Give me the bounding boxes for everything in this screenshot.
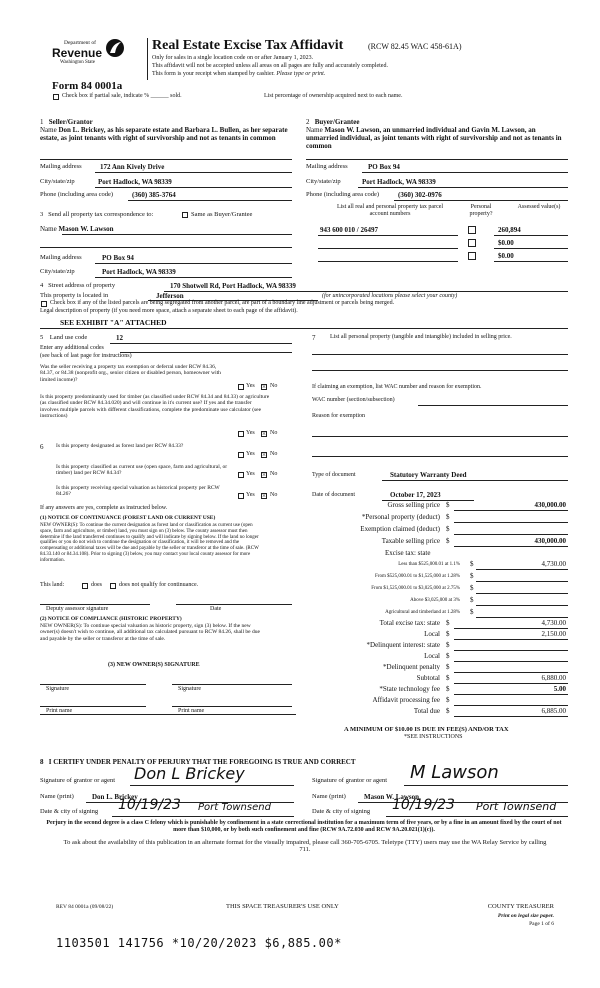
header-note-1: Only for sales in a single location code on or after January 1, 2023. — [152, 55, 314, 61]
see-instructions: *SEE INSTRUCTIONS — [404, 734, 463, 740]
q-historic-no-checkbox[interactable]: × — [262, 492, 266, 500]
land-does-label: does — [91, 582, 102, 588]
local-value: 2,150.00 — [541, 630, 566, 638]
treasurer-use-label: THIS SPACE TREASURER'S USE ONLY — [226, 903, 339, 910]
grantee-city: Port Townsend — [476, 800, 557, 813]
taxable-label: Taxable selling price — [381, 537, 440, 545]
section3-mailing-label: Mailing address — [40, 254, 82, 261]
taxable-value: 430,000.00 — [534, 537, 566, 545]
buyer-phone-label: Phone (including area code) — [306, 191, 380, 198]
street-address: 170 Shotwell Rd, Port Hadlock, WA 98339 — [170, 282, 296, 290]
perjury-notice: Perjury in the second degree is a class C felony which is punishable by confinement in a state correctional institution for a maximum term of five years, or by a fine in an amount fixed by the court of not more than $10,000, or by both such confinement and fine (RCW 9A.72.030 and RCW 9A.20.021(1)(c)). — [46, 820, 562, 833]
delinquent-penalty-label: *Delinquent penalty — [383, 663, 440, 671]
seller-name: Name Don L. Brickey, as his separate estate and Barbara L. Bullen, as her separate estate, as joint tenants with right of survivorship and not as tenants in common — [40, 126, 288, 143]
yes-label: Yes — [246, 492, 255, 498]
legal-desc-label: Legal description of property (if you need more space, attach a separate sheet to each page of the affidavit). — [40, 308, 298, 314]
grantee-name: Mason W. Lawson — [364, 793, 420, 801]
grantor-name: Don L. Brickey — [92, 793, 138, 801]
seller-mailing: 172 Ann Kively Drive — [100, 163, 165, 171]
dollar-sign: $ — [446, 501, 450, 509]
q-forest: Is this property designated as forest land per RCW 84.33? — [56, 443, 184, 449]
assessed-value-1: 260,894 — [498, 226, 521, 234]
land-use-code: 12 — [116, 334, 123, 342]
no-label: No — [270, 492, 278, 498]
ownership-note: List percentage of ownership acquired next to each name. — [264, 93, 403, 99]
county-value: Jefferson — [156, 292, 184, 300]
section3-label: 3 Send all property tax correspondence to: — [40, 211, 154, 218]
dollar-sign: $ — [446, 537, 450, 545]
cashier-receipt-stamp: 1103501 141756 *10/20/2023 $6,885.00* — [56, 936, 342, 950]
land-use-label: 5 Land use code — [40, 334, 88, 341]
personal-checkbox-3[interactable] — [468, 252, 476, 260]
q-historic: Is this property receiving special valuation as historical property per RCW 84.26? — [56, 485, 220, 498]
buyer-city-label: City/state/zip — [306, 178, 341, 185]
new-owner-print-label-2: Print name — [178, 708, 205, 714]
yes-label: Yes — [246, 383, 255, 389]
state-label: Washington State — [60, 60, 96, 65]
q-current-use-no-checkbox[interactable]: × — [262, 471, 266, 479]
buyer-name: Name Mason W. Lawson, an unmarried individual and Gavin M. Lawson, an unmarried individual, as joint tenants with right of survivorship and not as tenants in common — [306, 126, 562, 151]
q-forest-yes-checkbox[interactable] — [238, 452, 244, 458]
personal-col-header: Personal property? — [469, 204, 493, 217]
total-excise-label: Total excise tax: state — [379, 619, 440, 627]
notice1-title: (1) NOTICE OF CONTINUANCE (FOREST LAND OR CURRENT USE) — [40, 515, 216, 521]
see-back-label: (see back of last page for instructions) — [40, 353, 132, 359]
this-land-label: This land: — [40, 582, 65, 588]
q-timber-no-checkbox[interactable]: × — [262, 430, 266, 438]
buyer-phone: (360) 302-0976 — [398, 191, 442, 199]
dollar-sign: $ — [470, 596, 474, 604]
minimum-note: A MINIMUM OF $10.00 IS DUE IN FEE(S) AND/OR TAX — [344, 726, 509, 733]
dollar-sign: $ — [446, 513, 450, 521]
dept-label: Department of — [64, 40, 96, 46]
yes-label: Yes — [246, 471, 255, 477]
certify-statement: 8 I CERTIFY UNDER PENALTY OF PERJURY THAT THE FOREGOING IS TRUE AND CORRECT — [40, 758, 356, 766]
grantor-date: 10/19/23 — [118, 797, 181, 813]
grantee-signature: M Lawson — [410, 762, 499, 783]
new-owner-signature-label-1: Signature — [46, 686, 69, 692]
land-does-not-label: does not qualify for continuance. — [119, 582, 199, 588]
page-number: Page 1 of 6 — [529, 921, 554, 927]
subtotal-label: Subtotal — [416, 674, 440, 682]
q-exemption: Was the seller receiving a property tax exemption or deferral under RCW 84.36, 84.37, or 84.38 (nonprofit org., senior citizen or disabled person, homeowner with limited income)? — [40, 364, 221, 383]
buyer-mailing: PO Box 94 — [368, 163, 400, 171]
tech-fee-value: 5.00 — [553, 685, 566, 693]
buyer-heading: 2 Buyer/Grantee — [306, 118, 360, 126]
form-number: Form 84 0001a — [52, 80, 123, 92]
wac-label: WAC number (section/subsection) — [312, 397, 395, 403]
dollar-sign: $ — [446, 685, 450, 693]
grantor-signature: Don L Brickey — [134, 764, 245, 783]
section6-num: 6 — [40, 443, 44, 451]
grantee-date-label: Date & city of signing — [312, 808, 371, 815]
doc-date: October 17, 2023 — [390, 491, 441, 499]
form-title: Real Estate Excise Tax Affidavit — [152, 38, 344, 53]
dollar-sign: $ — [446, 674, 450, 682]
notice2-body: NEW OWNER(S): To continue special valuation as historic property, sign (3) below. If the new owner(s) doesn't wish to continue, all additional tax calculated pursuant to RCW 84.26, shall be due and payable by the seller or transferor at the time of sale. — [40, 623, 260, 642]
tech-fee-label: *State technology fee — [379, 685, 440, 693]
dollar-sign: $ — [446, 707, 450, 715]
tier1-label: Less than $525,000.01 at 1.1% — [398, 562, 460, 567]
grantor-signature-label: Signature of grantor or agent — [40, 777, 116, 784]
legal-exhibit: SEE EXHIBIT "A" ATTACHED — [60, 318, 167, 327]
grantee-signature-label: Signature of grantor or agent — [312, 777, 388, 784]
assessed-value-2: $0.00 — [498, 239, 514, 247]
delinquent-interest-label: *Delinquent interest: state — [366, 641, 440, 649]
parcel-col-header: List all real and personal property tax parcel account numbers — [336, 204, 444, 217]
doc-date-label: Date of document — [312, 492, 355, 498]
additional-codes-label: Enter any additional codes — [40, 345, 104, 351]
header-note-3: This form is your receipt when stamped by cashier. Please type or print. — [152, 71, 326, 77]
seller-mailing-label: Mailing address — [40, 163, 82, 170]
grantee-name-label: Name (print) — [312, 793, 346, 800]
buyer-mailing-label: Mailing address — [306, 163, 348, 170]
no-label: No — [270, 471, 278, 477]
personal-deduct-label: *Personal property (deduct) — [361, 513, 440, 521]
new-owner-print-label-1: Print name — [46, 708, 73, 714]
gross-label: Gross selling price — [387, 501, 440, 509]
grantor-date-label: Date & city of signing — [40, 808, 99, 815]
partial-sale-label: Check box if partial sale, indicate % ______ sold. — [62, 93, 182, 99]
no-label: No — [270, 451, 278, 457]
total-excise-value: 4,730.00 — [541, 619, 566, 627]
alt-format-notice: To ask about the availability of this publication in an alternate format for the visually impaired, please call 360-705-6705. Teletype (TTY) users may use the WA Relay Service by calling 711. — [63, 839, 547, 854]
q-current-use: Is this property classified as current use (open space, farm and agricultural, or timber) land per RCW 84.34? — [56, 464, 228, 477]
q-timber: Is this property predominantly used for timber (as classified under RCW 84.34 and 84.33) or agriculture (as classified under RCW 84.34.020) and will continue in it's current use? If yes and the transfer involves multiple parcels with different classifications, complete the predominate use calculator (see instructions) — [40, 394, 270, 419]
dollar-sign: $ — [470, 584, 474, 592]
section3-city-label: City/state/zip — [40, 268, 75, 275]
tier4-label: Above $3,025,000 at 3% — [410, 598, 460, 603]
yes-label: Yes — [246, 451, 255, 457]
grantor-city: Port Townsend — [198, 802, 271, 813]
header-note-2: This affidavit will not be accepted unless all areas on all pages are fully and accurately completed. — [152, 63, 388, 69]
dollar-sign: $ — [446, 630, 450, 638]
q-historic-yes-checkbox[interactable] — [238, 493, 244, 499]
notice2-title: (2) NOTICE OF COMPLIANCE (HISTORIC PROPERTY) — [40, 616, 182, 622]
exemption-reason-label: Reason for exemption — [312, 413, 365, 419]
seller-heading: 1 Seller/Grantor — [40, 118, 93, 126]
buyer-city: Port Hadlock, WA 98339 — [362, 178, 436, 186]
grantor-name-label: Name (print) — [40, 793, 74, 800]
dollar-sign: $ — [446, 663, 450, 671]
dollar-sign: $ — [470, 560, 474, 568]
dollar-sign: $ — [470, 608, 474, 616]
personal-checkbox-2[interactable] — [468, 239, 476, 247]
parcel-number: 943 600 010 / 26497 — [320, 226, 378, 234]
local-label: Local — [424, 630, 440, 638]
total-due-value: 6,885.00 — [541, 707, 566, 715]
seller-phone: (360) 385-3764 — [132, 191, 176, 199]
subtotal-value: 6,880.00 — [541, 674, 566, 682]
no-label: No — [270, 430, 278, 436]
tier1-value: 4,730.00 — [541, 560, 566, 568]
section3-name: Name Mason W. Lawson — [40, 225, 114, 233]
deputy-signature-label: Deputy assessor signature — [46, 606, 109, 612]
total-due-label: Total due — [413, 707, 440, 715]
partial-sale-checkbox[interactable] — [53, 94, 59, 100]
excise-state-label: Excise tax: state — [385, 549, 431, 557]
doc-type: Statutory Warranty Deed — [390, 471, 467, 479]
assessed-value-3: $0.00 — [498, 252, 514, 260]
personal-checkbox-1[interactable] — [468, 226, 476, 234]
yes-label: Yes — [246, 430, 255, 436]
affidavit-fee-label: Affidavit processing fee — [372, 696, 440, 704]
street-label: 4 Street address of property — [40, 282, 116, 289]
segregated-label: Check box if any of the listed parcels are being segregated from another parcel, are part of a boundary line adjustment or parcels being merged. — [50, 300, 395, 306]
local2-label: Local — [424, 652, 440, 660]
dollar-sign: $ — [446, 696, 450, 704]
q-timber-yes-checkbox[interactable] — [238, 431, 244, 437]
any-yes-note: If any answers are yes, complete as instructed below. — [40, 505, 168, 511]
revenue-logo — [104, 38, 126, 58]
section3-city: Port Hadlock, WA 98339 — [102, 268, 176, 276]
gross-value: 430,000.00 — [534, 501, 566, 509]
seller-phone-label: Phone (including area code) — [40, 191, 114, 198]
dollar-sign: $ — [446, 619, 450, 627]
seller-city: Port Hadlock, WA 98339 — [98, 178, 172, 186]
assessed-col-header: Assessed value(s) — [517, 204, 561, 210]
q-current-use-yes-checkbox[interactable] — [238, 472, 244, 478]
no-label: No — [270, 383, 278, 389]
seller-city-label: City/state/zip — [40, 178, 75, 185]
same-as-buyer-label: Same as Buyer/Grantee — [191, 211, 253, 218]
q-exemption-yes-checkbox[interactable] — [238, 384, 244, 390]
tier2-label: From $525,000.01 to $1,525,000 at 1.28% — [375, 574, 460, 579]
land-does-not-checkbox[interactable] — [110, 583, 116, 589]
section7-num: 7 — [312, 334, 316, 342]
legal-paper-note: Print on legal size paper. — [497, 913, 554, 919]
dollar-sign: $ — [470, 572, 474, 580]
form-cite: (RCW 82.45 WAC 458-61A) — [368, 42, 462, 51]
exemption-note: If claiming an exemption, list WAC number and reason for exemption. — [312, 384, 482, 390]
new-owner-signature-title: (3) NEW OWNER(S) SIGNATURE — [108, 662, 200, 668]
q-forest-no-checkbox[interactable]: × — [262, 451, 266, 459]
rev-number: REV 84 0001a (09/08/22) — [56, 904, 114, 910]
agency-name: Revenue — [52, 46, 103, 60]
county-label: This property is located in — [40, 292, 109, 299]
exemption-deduct-label: Exemption claimed (deduct) — [360, 525, 440, 533]
tier5-label: Agricultural and timberland at 1.28% — [385, 610, 460, 615]
county-note: (for unincorporated locations please select your county) — [322, 293, 458, 299]
grantee-date: 10/19/23 — [392, 797, 455, 813]
land-does-checkbox[interactable] — [82, 583, 88, 589]
section3-mailing: PO Box 94 — [102, 254, 134, 262]
segregated-checkbox[interactable] — [41, 301, 47, 307]
dollar-sign: $ — [446, 641, 450, 649]
new-owner-signature-label-2: Signature — [178, 686, 201, 692]
doc-type-label: Type of document — [312, 472, 356, 478]
county-treasurer-label: COUNTY TREASURER — [487, 903, 554, 910]
dollar-sign: $ — [446, 525, 450, 533]
same-as-buyer-checkbox[interactable] — [182, 212, 188, 218]
q-exemption-no-checkbox[interactable]: × — [262, 383, 266, 391]
dollar-sign: $ — [446, 652, 450, 660]
tier3-label: From $1,525,000.01 to $3,025,000 at 2.75% — [371, 586, 460, 591]
deputy-date-label: Date — [210, 606, 222, 612]
notice1-body: NEW OWNER(S): To continue the current designation as forest land or classification as current use (open space, farm and agriculture, or timber) land, you must sign on (3) below. The county assessor must then determine if the land transferred continues to qualify and will indicate by signing below. If the land no longer qualifies or you do not wish to continue the designation or classification, it will be removed and the compensating or additional taxes will be due and payable by the seller or transferor at the time of sale. (RCW 84.33.140 or 84.34.108). Prior to signing (3) below, you may contact your local county assessor for more information. — [40, 523, 259, 563]
section7-label: List all personal property (tangible and intangible) included in selling price. — [330, 334, 512, 340]
